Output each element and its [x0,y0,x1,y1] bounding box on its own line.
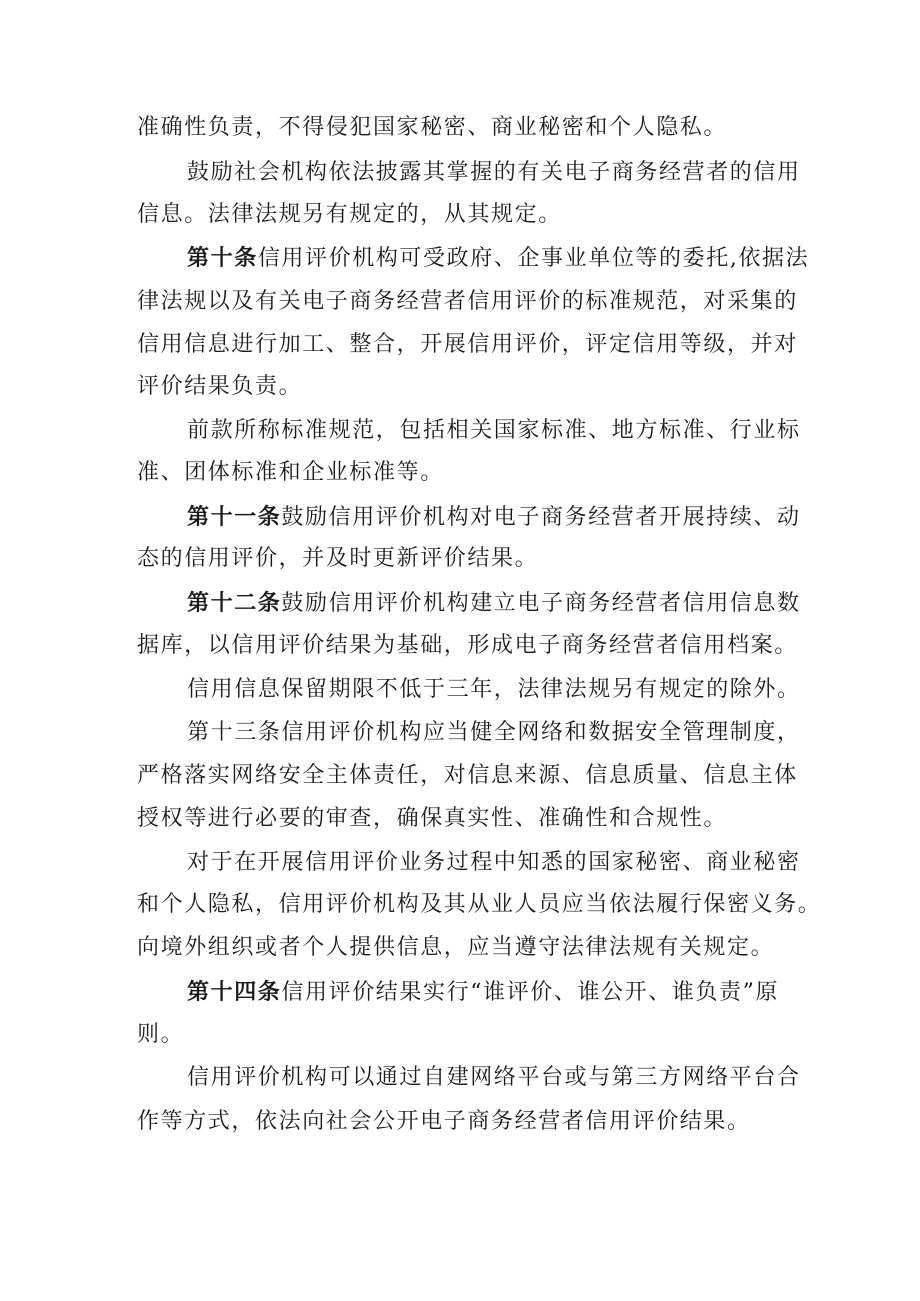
paragraph-start: 信用评价机构可以通过自建网络平台或与第三方网络平台合 [187,1065,801,1090]
article-12: 第十二条鼓励信用评价机构建立电子商务经营者信用信息数 [187,590,801,616]
paragraph-start: 前款所称标准规范，包括相关国家标准、地方标准、行业标 [187,418,801,443]
text-line: 态的信用评价，并及时更新评价结果。 [137,546,539,571]
paragraph-start: 信用信息保留期限不低于三年，法律法规另有规定的除外。 [187,677,801,702]
text-line: 严格落实网络安全主体责任，对信息来源、信息质量、信息主体 [137,763,798,788]
article-label: 第十条 [187,245,258,271]
paragraph-start: 对于在开展信用评价业务过程中知悉的国家秘密、商业秘密 [187,850,801,875]
text-line: 评价结果负责。 [137,374,303,399]
text-line: 向境外组织或者个人提供信息，应当遵守法律法规有关规定。 [137,935,775,960]
text-line: 准、团体标准和企业标准等。 [137,460,444,485]
text-line: 信息。法律法规另有规定的，从其规定。 [137,202,562,227]
article-10: 第十条信用评价机构可受政府、企事业单位等的委托,依据法 [187,245,810,271]
text-line: 准确性负责，不得侵犯国家秘密、商业秘密和个人隐私。 [137,115,728,140]
text-line: 作等方式，依法向社会公开电子商务经营者信用评价结果。 [137,1109,751,1134]
text-line: 授权等进行必要的审查，确保真实性、准确性和合规性。 [137,806,728,831]
article-label: 第十二条 [187,590,282,616]
text-line: 律法规以及有关电子商务经营者信用评价的标准规范，对采集的 [137,289,798,314]
article-label: 第十四条 [187,979,282,1005]
text-line: 则。 [137,1022,185,1047]
paragraph-start: 鼓励社会机构依法披露其掌握的有关电子商务经营者的信用 [187,160,801,185]
article-label: 第十一条 [187,504,282,530]
text-line: 据库，以信用评价结果为基础，形成电子商务经营者信用档案。 [137,633,798,658]
article-13: 第十三条信用评价机构应当健全网络和数据安全管理制度， [187,720,801,745]
article-11: 第十一条鼓励信用评价机构对电子商务经营者开展持续、动 [187,504,801,530]
text-line: 信用信息进行加工、整合，开展信用评价，评定信用等级，并对 [137,332,798,357]
article-14: 第十四条信用评价结果实行“谁评价、谁公开、谁负责”原 [187,979,780,1005]
text-line: 和个人隐私，信用评价机构及其从业人员应当依法履行保密义务。 [137,892,822,917]
